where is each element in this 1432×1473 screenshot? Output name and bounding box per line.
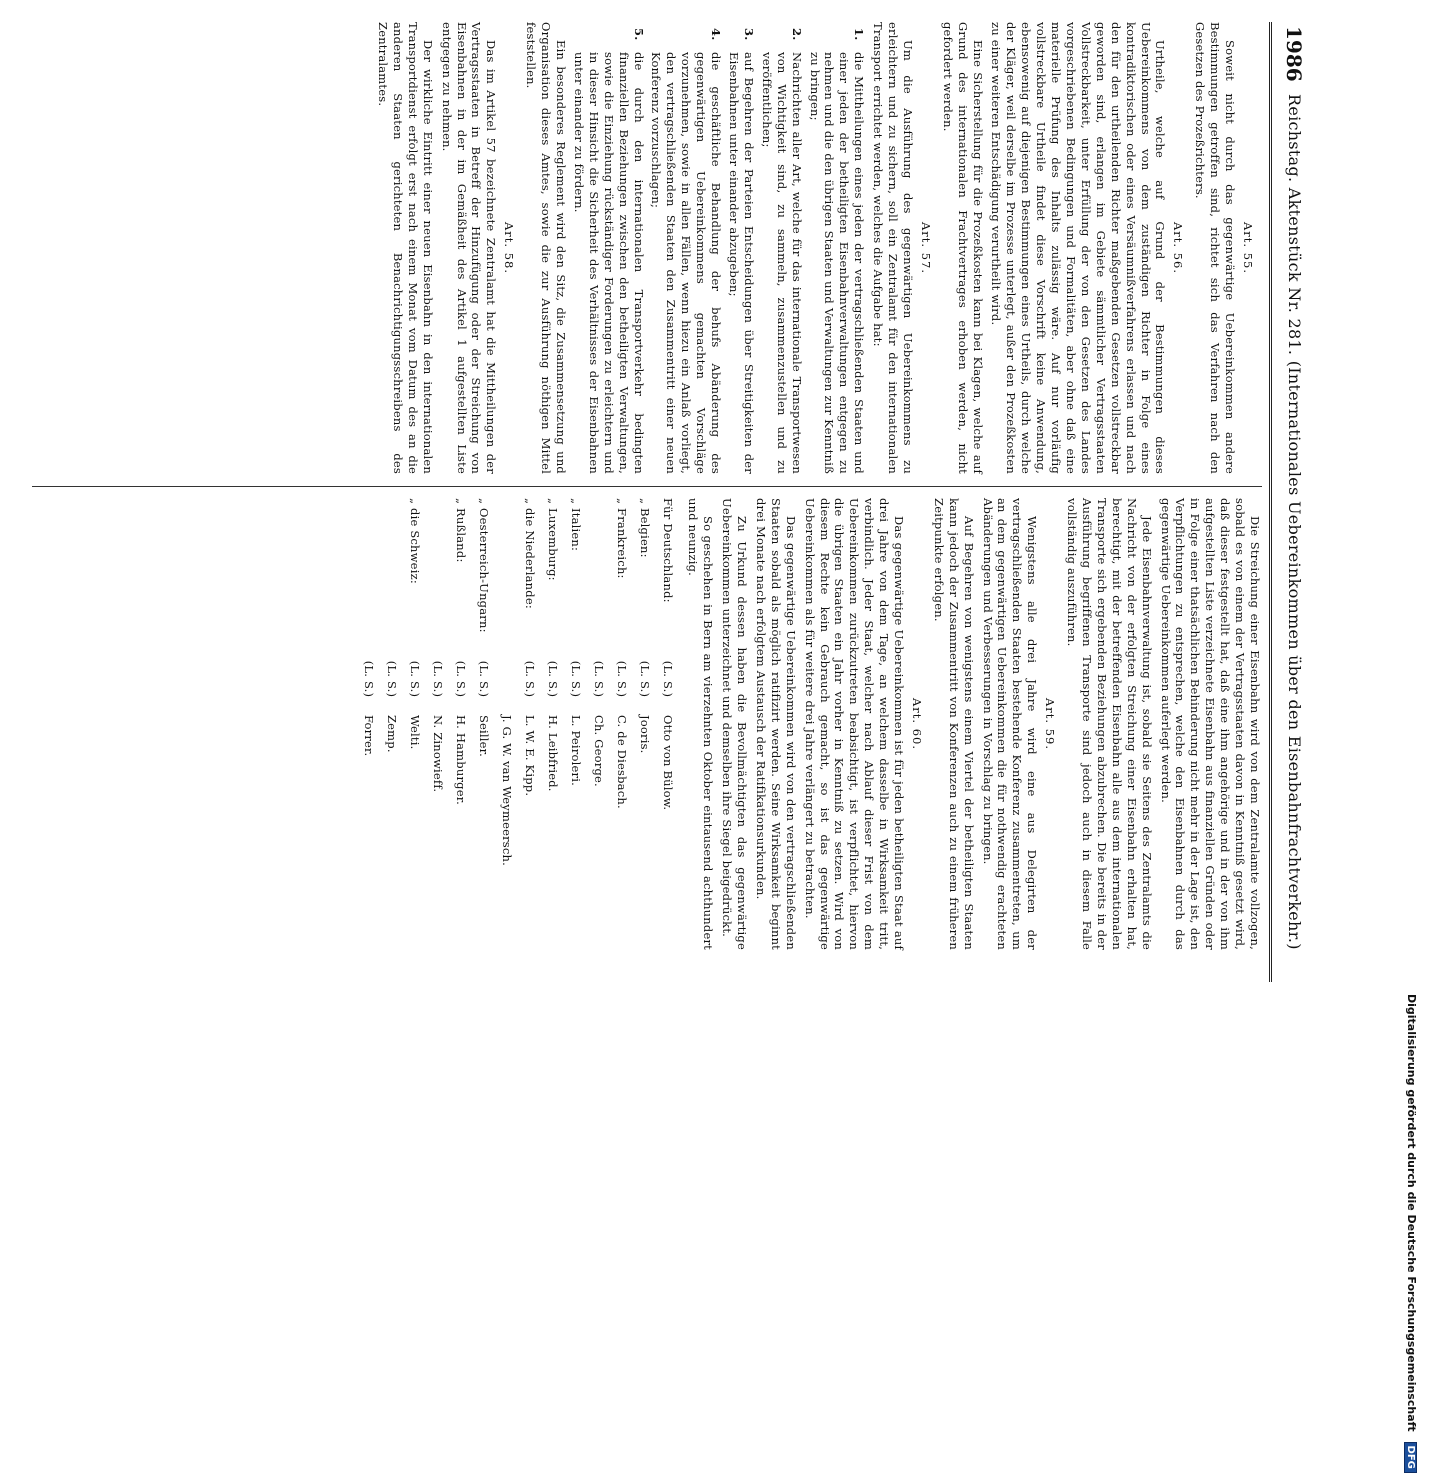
list-item — [726, 22, 756, 474]
paragraph: Das gegenwärtige Uebereinkommen ist für jeden betheiligten Staat auf drei Jahre von dem Tage, an welchem dasselbe in Wirksamkeit tritt, verbindlich. Jeder Staat, welcher nach Ablauf dieser Frist von dem Uebereinkommen zurückzutreten beabsichtigt, ist verpflichtet, hiervon die übrigen Staaten ein Jahr vorher in Kenntniß zu setzen. Wird von diesem Rechte kein Gebrauch gemacht, so ist das gegenwärtige Uebereinkommen als für weitere drei Jahre verlängert zu betrachten. — [802, 498, 907, 950]
page-content — [24, 22, 1314, 982]
article-heading: Art. 57. — [918, 221, 933, 275]
seal-mark: (L. S.) — [546, 660, 561, 698]
signatory-country: „ Belgien: — [638, 498, 653, 558]
signatory-name: Jooris. — [638, 714, 653, 754]
seal-mark: (L. S.) — [362, 660, 377, 698]
dfg-logo: DFG — [1404, 1442, 1417, 1473]
signature-row — [426, 498, 449, 950]
signatory-country: Für Deutschland: — [661, 498, 676, 603]
header-rule — [1269, 22, 1272, 982]
seal-mark: (L. S.) — [431, 660, 446, 698]
signatory-country — [357, 498, 380, 661]
paragraph: Urtheile, welche auf Grund der Bestimmungen dieses Uebereinkommens von dem zuständigen Richter in Folge eines kontradiktorischen oder eines Versäumnißverfahrens erlassen und nach den für den urtheilenden Richter maßgebenden Gesetzen vollstreckbar geworden sind, erlangen im Gebiete sämmtlicher Vertragsstaaten Vollstreckbarkeit, unter Erfüllung der von den Gesetzen des Landes vorgeschriebenen Bedingungen und Formalitäten, aber ohne daß eine materielle Prüfung des Inhalts zulässig wäre. Auf nur vorläufig vollstreckbare Urtheile findet diese Vorschrift keine Anwendung, ebensowenig auf diejenigen Bestimmungen eines Urtheils, durch welche der Kläger, weil derselbe im Prozesse unterlegt, außer den Prozeßkosten zu einer weiteren Entschädigung verurtheilt wird. — [989, 22, 1168, 474]
signatory-name: L. W. E. Kipp. — [523, 714, 538, 797]
seal-mark: (L. S.) — [615, 660, 630, 698]
list-text: die geschäftliche Behandlung der behufs Abänderung des gegenwärtigen Uebereinkommens gemachten Vorschläge vorzunehmen, sowie in allen Fällen, wenn hiezu ein Anlaß vorliegt, den vertragschließenden Staaten den Zusammentritt einer neuen Konferenz vorzuschlagen; — [649, 52, 724, 474]
running-head — [1274, 22, 1314, 982]
signature-row — [656, 498, 679, 950]
seal-mark — [495, 661, 518, 715]
page-number: 1986 — [1282, 26, 1306, 82]
signature-row — [449, 498, 472, 950]
seal-mark: (L. S.) — [592, 660, 607, 698]
seal-mark: (L. S.) — [638, 660, 653, 698]
signatory-name: N. Zinowieff. — [431, 714, 446, 793]
signature-row — [541, 498, 564, 950]
paragraph: Zu Urkund dessen haben die Bevollmächtigten das gegenwärtige Uebereinkommen unterzeichnet und demselben ihre Siegel beigedrückt. — [720, 498, 749, 950]
signatory-name: Ch. George. — [592, 714, 607, 787]
signature-row — [380, 498, 403, 950]
signature-row — [472, 498, 495, 950]
signatory-name: L. Peiroleri. — [569, 714, 584, 786]
signatory-country: „ Rußland: — [454, 498, 469, 563]
list-number: 3. — [741, 28, 756, 41]
article-heading: Art. 58. — [502, 221, 517, 275]
seal-mark: (L. S.) — [454, 660, 469, 698]
list-item — [807, 22, 867, 474]
signatory-country — [380, 498, 403, 661]
running-title: Reichstag. Aktenstück Nr. 281. (Internationales Uebereinkommen über den Eisenbahnfrachtverkehr.) — [1285, 94, 1304, 950]
list-text: die durch den internationalen Transportverkehr bedingten finanziellen Beziehungen zwischen den betheiligten Verwaltungen, sowie die Einziehung rückständiger Forderungen zu erleichtern und in dieser Hinsicht die Sicherheit des Verhältnisses der Eisenbahnen unter einander zu fördern. — [571, 52, 646, 474]
list-item — [649, 22, 724, 474]
list-number: 1. — [852, 28, 867, 41]
signatory-name: Forrer. — [362, 714, 377, 757]
right-column-text — [685, 498, 1262, 950]
signature-row — [357, 498, 380, 950]
signatory-country — [426, 498, 449, 661]
seal-mark: (L. S.) — [408, 660, 423, 698]
list-number: 5. — [631, 28, 646, 41]
list-item — [759, 22, 804, 474]
signature-row — [610, 498, 633, 950]
paragraph: Die Streichung einer Eisenbahn wird von dem Zentralamte vollzogen, sobald es von einem der Vertragsstaaten davon in Kenntniß gesetzt wird, daß dieser festgestellt hat, daß eine ihm angehörige und in der von ihm aufgestellten Liste verzeichnete Eisenbahn aus finanziellen Gründen oder in Folge einer thatsächlichen Behinderung nicht mehr in der Lage ist, den Verpflichtungen zu entsprechen, welche den Eisenbahnen durch das gegenwärtige Uebereinkommen auferlegt werden. — [1158, 498, 1262, 950]
article-heading: Art. 60. — [909, 697, 924, 751]
signature-row — [633, 498, 656, 950]
paragraph: Wenigstens alle drei Jahre wird eine aus Delegirten der vertragschließenden Staaten bestehende Konferenz zusammentreten, um an dem gegenwärtigen Uebereinkommen die für nothwendig erachteten Abänderungen und Verbesserungen in Vorschlag zu bringen. — [980, 498, 1040, 950]
signatory-country: „ Italien: — [569, 498, 584, 552]
seal-mark: (L. S.) — [661, 660, 676, 698]
seal-mark: (L. S.) — [477, 660, 492, 698]
list-number: 4. — [709, 28, 724, 41]
paragraph: Jede Eisenbahnverwaltung ist, sobald sie Seitens des Zentralamts die Nachricht von der erfolgten Streichung einer Eisenbahn erhalten hat, berechtigt, mit der betreffenden Eisenbahn alle aus dem internationalen Transporte sich ergebenden Beziehungen abzubrechen. Die bereits in der Ausführung begriffenen Transporte sind jedoch auch in diesem Falle vollständig auszuführen. — [1065, 498, 1154, 950]
article-heading: Art. 59. — [1043, 697, 1058, 751]
signatory-country: „ die Schweiz: — [408, 498, 423, 584]
article-heading: Art. 55. — [1241, 221, 1255, 275]
paragraph: Das gegenwärtige Uebereinkommen wird von den vertragschließenden Staaten sobald als möglich ratifizirt werden. Seine Wirksamkeit beginnt drei Monate nach erfolgtem Austausch der Ratifikationsurkunden. — [753, 498, 798, 950]
list-number: 2. — [789, 28, 804, 41]
signatory-name: Zemp. — [385, 714, 400, 753]
signatory-country: „ Oesterreich-Ungarn: — [477, 498, 492, 633]
signatory-name: Otto von Bülow. — [661, 714, 676, 811]
signatory-name: J. G. W. van Weymeersch. — [500, 714, 515, 867]
article-heading: Art. 56. — [1171, 221, 1186, 275]
signature-table — [357, 498, 679, 950]
signatory-country — [495, 498, 518, 661]
credit-text: Digitalisierung gefördert durch die Deutsche Forschungsgemeinschaft — [1405, 994, 1418, 1432]
list-item — [571, 22, 646, 474]
signatory-country: „ die Niederlande: — [523, 498, 538, 609]
signatory-country: „ Luxemburg: — [546, 498, 561, 581]
paragraph: Soweit nicht durch das gegenwärtige Uebereinkommen andere Bestimmungen getroffen sind, richtet sich das Verfahren nach den Gesetzen des Prozeßrichters. — [1193, 22, 1238, 474]
column-divider — [32, 486, 1262, 487]
paragraph: Ein besonderes Reglement wird den Sitz, die Zusammensetzung und Organisation dieses Amtes, sowie die zur Ausführung nöthigen Mittel feststellen. — [524, 22, 569, 474]
paragraph: Um die Ausführung des gegenwärtigen Uebereinkommens zu erleichtern und zu sichern, soll ein Zentralamt für den internationalen Transport errichtet werden, welches die Aufgabe hat: — [871, 22, 915, 474]
signature-row — [495, 498, 518, 950]
paragraph: So geschehen in Bern am vierzehnten Oktober eintausend achthundert und neunzig. — [686, 498, 716, 950]
paragraph: Eine Sicherstellung für die Prozeßkosten kann bei Klagen, welche auf Grund des internationalen Frachtvertrages erhoben werden, nicht gefordert werden. — [940, 22, 985, 474]
right-column — [357, 498, 1262, 950]
paragraph: Auf Begehren von wenigstens einem Viertel der betheiligten Staaten kann jedoch der Zusammentritt von Konferenzen auch zu einem früheren Zeitpunkte erfolgen. — [931, 498, 976, 950]
left-column — [371, 22, 1262, 474]
list-text: Nachrichten aller Art, welche für das internationale Transportwesen von Wichtigkeit sind, zu sammeln, zusammenzustellen und zu veröffentlichen; — [759, 52, 804, 474]
signatory-country — [587, 498, 610, 661]
signature-row — [518, 498, 541, 950]
signatory-name: Seiller. — [477, 714, 492, 757]
signature-row — [564, 498, 587, 950]
paragraph: Der wirkliche Eintritt einer neuen Eisenbahn in den internationalen Transportdienst erfolgt erst nach einem Monat vom Datum des an die anderen Staaten gerichteten Benachrichtigungsschreibens des Zentralamtes. — [376, 22, 435, 474]
signatory-name: Welti. — [408, 714, 423, 750]
signatory-name: H. Leibfried. — [546, 714, 561, 792]
signatory-country: „ Frankreich: — [615, 498, 630, 579]
signature-row — [587, 498, 610, 950]
paragraph: Das im Artikel 57 bezeichnete Zentralamt hat die Mittheilungen der Vertragsstaaten in Betreff der Hinzufügung oder der Streichung von Eisenbahnen in der im Gemäßheit des Artikel 1 aufgestellten Liste entgegen zu nehmen. — [439, 22, 499, 474]
seal-mark: (L. S.) — [523, 660, 538, 698]
signature-row — [403, 498, 426, 950]
signatory-name: H. Hamburger. — [454, 714, 469, 806]
list-text: auf Begehren der Parteien Entscheidungen über Streitigkeiten der Eisenbahnen unter einander abzugeben; — [727, 52, 756, 474]
seal-mark: (L. S.) — [385, 660, 400, 698]
list-text: die Mittheilungen eines jeden der vertragschließenden Staaten und einer jeden der betheiligten Eisenbahnverwaltungen entgegen zu nehmen und die den übrigen Staaten und Verwaltungen zur Kenntniß zu bringen; — [807, 52, 867, 474]
digitization-credit — [1404, 994, 1418, 1473]
signatory-name: C. de Diesbach. — [615, 714, 630, 809]
seal-mark: (L. S.) — [569, 660, 584, 698]
